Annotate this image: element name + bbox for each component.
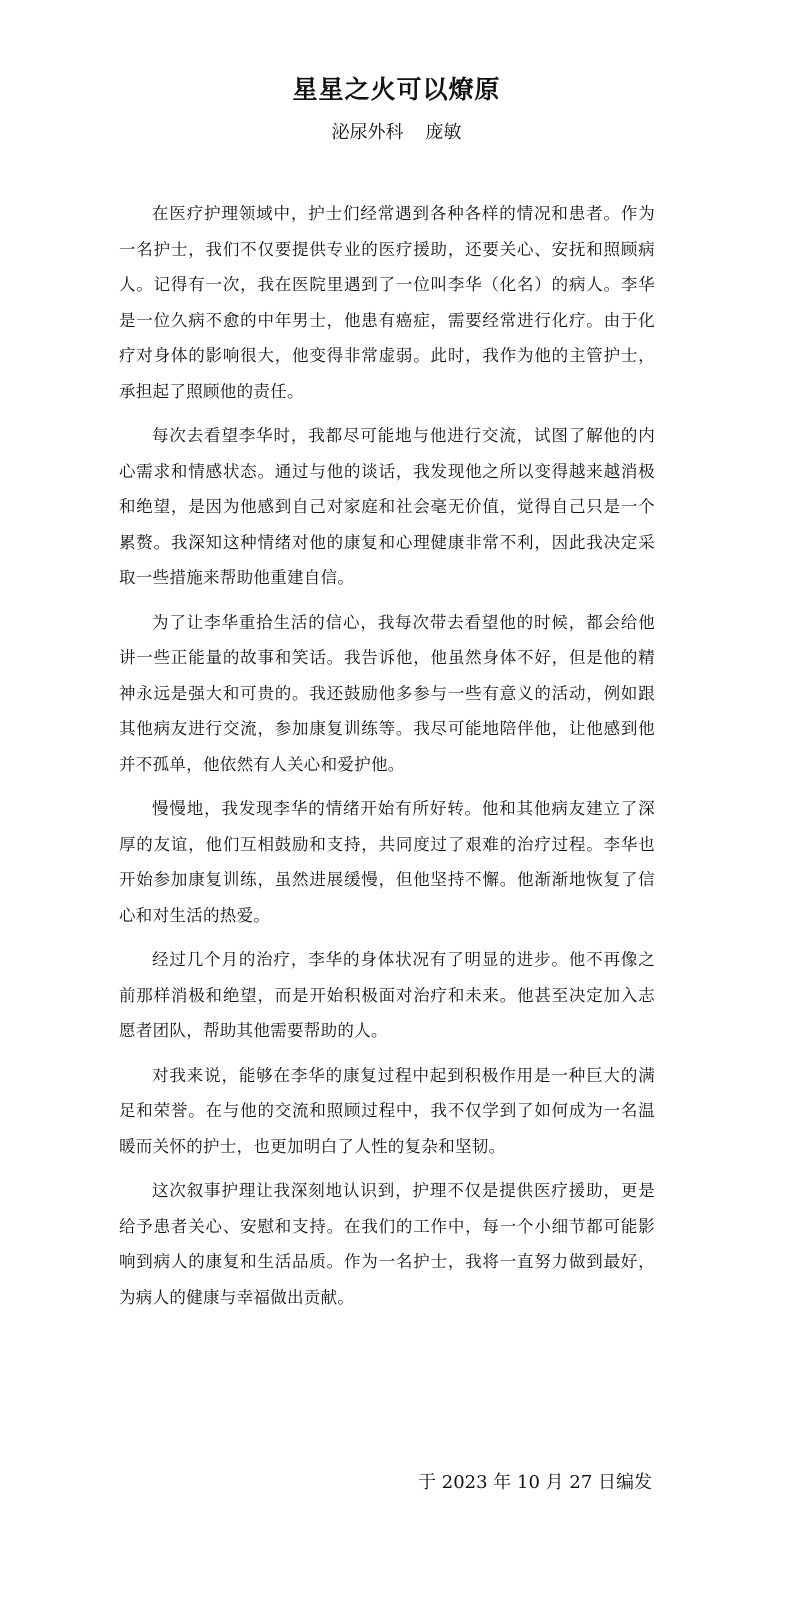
paragraph: 慢慢地，我发现李华的情绪开始有所好转。他和其他病友建立了深厚的友谊，他们互相鼓励和支持，共同度过了艰难的治疗过程。李华也开始参加康复训练，虽然进展缓慢，但他坚持不懈。他渐渐地恢复了信心和对生活的热爱。 bbox=[119, 799, 655, 925]
paragraph: 为了让李华重拾生活的信心，我每次带去看望他的时候，都会给他讲一些正能量的故事和笑话。我告诉他，他虽然身体不好，但是他的精神永远是强大和可贵的。我还鼓励他多参与一些有意义的活动，例如跟其他病友进行交流，参加康复训练等。我尽可能地陪伴他，让他感到他并不孤单，他依然有人关心和爱护他。 bbox=[119, 612, 655, 774]
author-name: 庞敏 bbox=[425, 122, 462, 143]
paragraph: 在医疗护理领域中，护士们经常遇到各种各样的情况和患者。作为一名护士，我们不仅要提供专业的医疗援助，还要关心、安抚和照顾病人。记得有一次，我在医院里遇到了一位叫李华（化名）的病人。李华是一位久病不愈的中年男士，他患有癌症，需要经常进行化疗。由于化疗对身体的影响很大，他变得非常虚弱。此时，我作为他的主管护士，承担起了照顾他的责任。 bbox=[119, 204, 655, 401]
department-label: 泌尿外科 bbox=[331, 122, 404, 143]
paragraph: 这次叙事护理让我深刻地认识到，护理不仅是提供医疗援助，更是给予患者关心、安慰和支持。在我们的工作中，每一个小细节都可能影响到病人的康复和生活品质。作为一名护士，我将一直努力做到最好，为病人的健康与幸福做出贡献。 bbox=[119, 1181, 655, 1307]
paragraph: 对我来说，能够在李华的康复过程中起到积极作用是一种巨大的满足和荣誉。在与他的交流和照顾过程中，我不仅学到了如何成为一名温暖而关怀的护士，也更加明白了人性的复杂和坚韧。 bbox=[119, 1065, 655, 1156]
document-title: 星星之火可以燎原 bbox=[292, 75, 501, 104]
article-body bbox=[119, 196, 655, 1324]
paragraph: 每次去看望李华时，我都尽可能地与他进行交流，试图了解他的内心需求和情感状态。通过与他的谈话，我发现他之所以变得越来越消极和绝望，是因为他感到自己对家庭和社会毫无价值，觉得自己只是一个累赘。我深知这种情绪对他的康复和心理健康非常不利，因此我决定采取一些措施来帮助他重建自信。 bbox=[119, 426, 655, 587]
byline bbox=[0, 120, 793, 146]
publish-date: 于 2023 年 10 月 27 日编发 bbox=[418, 1472, 652, 1493]
paragraph: 经过几个月的治疗，李华的身体状况有了明显的进步。他不再像之前那样消极和绝望，而是开始积极面对治疗和未来。他甚至决定加入志愿者团队，帮助其他需要帮助的人。 bbox=[119, 950, 655, 1040]
